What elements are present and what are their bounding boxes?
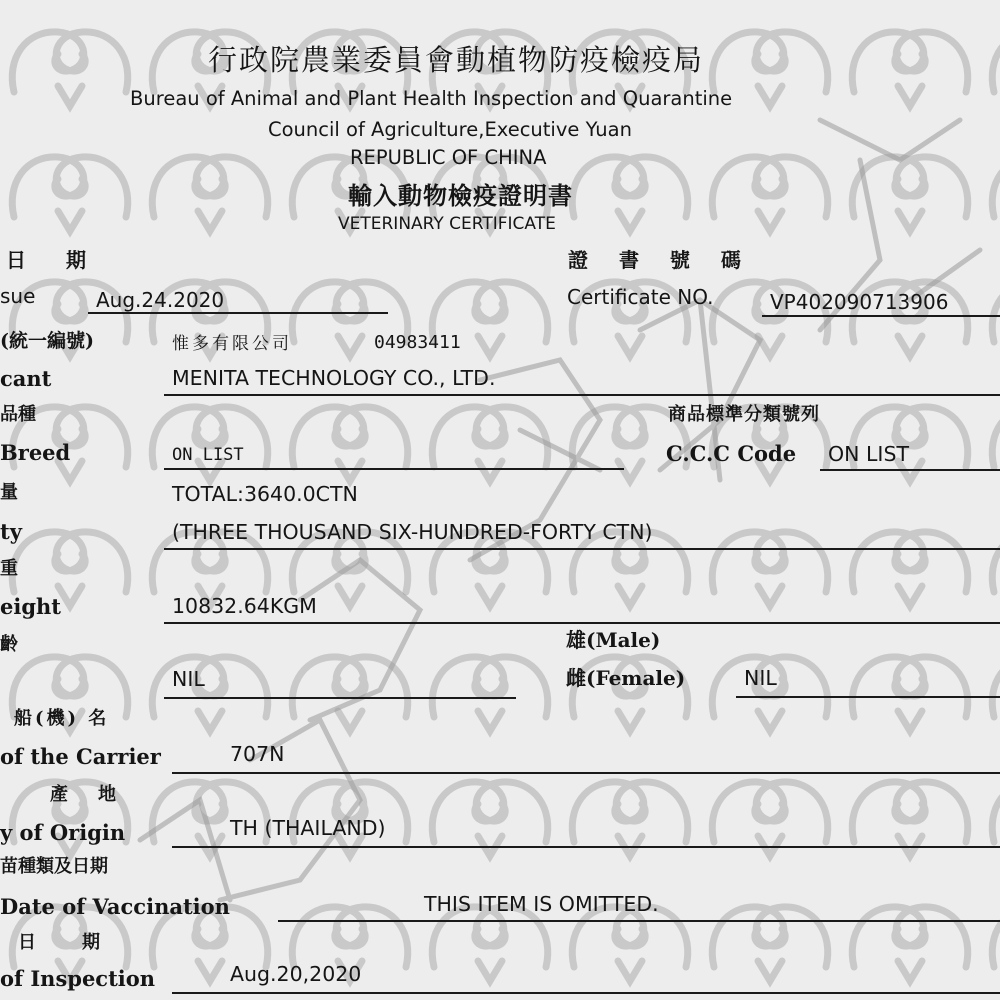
inspection-label-zh: 日 期 [18, 932, 114, 953]
vaccination-line [278, 920, 1000, 922]
ccc-label-zh: 商品標準分類號列 [668, 404, 820, 425]
agency-name-zh: 行政院農業委員會動植物防疫檢疫局 [208, 43, 705, 77]
sex-female-label: 雌(Female) [566, 666, 686, 690]
origin-label-zh: 產 地 [50, 784, 122, 805]
applicant-tax-id: 04983411 [374, 332, 461, 353]
republic-name: REPUBLIC OF CHINA [350, 146, 547, 169]
origin-line [172, 846, 1000, 848]
weight-label-en: eight [0, 594, 61, 619]
ccc-line [820, 469, 1000, 471]
breed-line [164, 468, 624, 470]
issue-label-zh: 日 期 [6, 248, 96, 272]
applicant-line [164, 394, 1000, 396]
breed-label-en: Breed [0, 440, 71, 465]
carrier-value: 707N [230, 742, 285, 766]
inspection-date-value: Aug.20,2020 [230, 962, 362, 986]
carrier-label-zh: 船(機) 名 [14, 708, 110, 729]
origin-value: TH (THAILAND) [230, 816, 386, 840]
inspection-line [172, 992, 1000, 994]
vaccination-value: THIS ITEM IS OMITTED. [424, 892, 659, 916]
inspection-label-en: of Inspection [0, 966, 156, 991]
age-value: NIL [172, 667, 205, 691]
certificate-number-line [762, 315, 1000, 317]
issue-label-en: sue [0, 284, 36, 308]
quantity-label-zh: 量 [0, 482, 18, 503]
vaccination-label-en: Date of Vaccination [0, 894, 230, 919]
ccc-value: ON LIST [828, 442, 909, 466]
agency-name-en: Bureau of Animal and Plant Health Inspection and Quarantine [130, 87, 733, 110]
quantity-line [164, 548, 1000, 550]
breed-value: ON LIST [172, 445, 244, 465]
age-line [164, 697, 516, 699]
carrier-line [172, 772, 1000, 774]
carrier-label-en: of the Carrier [0, 744, 161, 769]
quantity-total-value: TOTAL:3640.0CTN [172, 482, 358, 506]
weight-label-zh: 重 [0, 558, 18, 579]
certificate-title-zh: 輸入動物檢疫證明書 [348, 181, 573, 210]
issue-date-value: Aug.24.2020 [96, 288, 225, 312]
vaccination-label-zh: 苗種類及日期 [0, 856, 108, 877]
origin-label-en: y of Origin [0, 820, 126, 845]
sex-male-label: 雄(Male) [566, 628, 661, 652]
sex-line [736, 696, 1000, 698]
ccc-label-en: C.C.C Code [666, 441, 797, 466]
weight-line [164, 622, 1000, 624]
council-name: Council of Agriculture,Executive Yuan [268, 118, 632, 141]
quantity-label-en: ty [0, 519, 22, 544]
breed-label-zh: 品種 [0, 404, 36, 425]
age-label-zh: 齡 [0, 634, 18, 655]
issue-date-line [88, 312, 388, 314]
applicant-name-value: MENITA TECHNOLOGY CO., LTD. [172, 366, 496, 390]
quantity-words-value: (THREE THOUSAND SIX-HUNDRED-FORTY CTN) [172, 520, 653, 544]
certificate-label-zh: 證 書 號 碼 [568, 248, 753, 272]
weight-value: 10832.64KGM [172, 594, 317, 618]
sex-value: NIL [744, 666, 777, 690]
certificate-title-en: VETERINARY CERTIFICATE [338, 214, 556, 234]
applicant-label-en: cant [0, 366, 52, 391]
certificate-label-en: Certificate NO. [567, 285, 714, 309]
applicant-label-zh: (統一編號) [0, 330, 94, 352]
certificate-number-value: VP402090713906 [770, 290, 949, 314]
applicant-company-zh: 惟多有限公司 [172, 334, 292, 354]
